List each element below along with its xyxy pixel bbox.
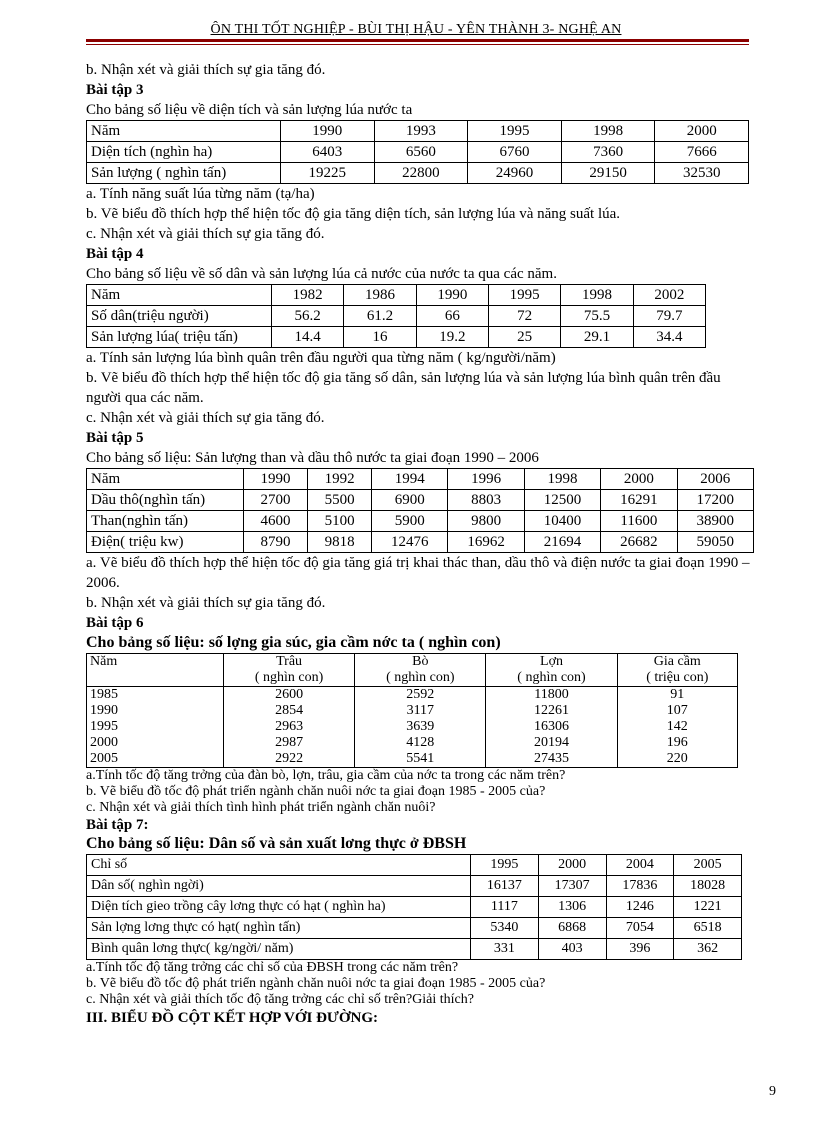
bt7-q-a: a.Tính tốc độ tăng trởng các chỉ số của ĐBSH trong các năm trên? xyxy=(86,960,459,975)
table-cell: 29150 xyxy=(561,163,655,184)
bt6-q-a: a.Tính tốc độ tăng trởng của đàn bò, lợn, trâu, gia cầm của nớc ta trong các năm trên? xyxy=(86,768,566,783)
table-cell: 7054 xyxy=(606,918,674,939)
header-label: Trâu xyxy=(276,654,303,669)
table-cell: 75.5 xyxy=(561,306,633,327)
table-cell: 1306 xyxy=(538,897,606,918)
page-content xyxy=(86,60,754,1028)
bt4-title: Bài tập 4 xyxy=(86,246,144,262)
page-header: ÔN THI TỐT NGHIỆP - BÙI THỊ HẬU - YÊN THÀNH 3- NGHỆ AN xyxy=(210,22,622,37)
table-cell: 59050 xyxy=(677,532,753,553)
table-cell: 6760 xyxy=(468,142,562,163)
bt6-q-c: c. Nhận xét và giải thích tình hình phát triển ngành chăn nuôi? xyxy=(86,800,436,815)
table-cell: 16137 xyxy=(471,876,539,897)
bt6-q-b: b. Vẽ biểu đồ tốc độ phát triển ngành chăn nuôi nớc ta giai đoạn 1985 - 2005 của? xyxy=(86,784,546,799)
table-row xyxy=(87,511,754,532)
table-cell: 6518 xyxy=(674,918,742,939)
header-label: Năm xyxy=(90,654,118,669)
header-rule-thin xyxy=(86,44,749,45)
table-row xyxy=(87,163,749,184)
table-cell: 2002 xyxy=(633,285,705,306)
table-cell: Diện tích (nghìn ha) xyxy=(87,142,281,163)
table-cell: 20194 xyxy=(486,735,617,751)
table-cell: 1990 xyxy=(416,285,488,306)
table-cell: Chỉ số xyxy=(87,855,471,876)
table-cell: Năm xyxy=(87,469,244,490)
table-cell: 66 xyxy=(416,306,488,327)
table-row xyxy=(87,306,706,327)
table-cell: 8803 xyxy=(448,490,524,511)
table-header-cell xyxy=(355,654,486,687)
table-cell: 9818 xyxy=(308,532,372,553)
table-row xyxy=(87,285,706,306)
table-cell: 17836 xyxy=(606,876,674,897)
table-cell: 1995 xyxy=(468,121,562,142)
table-cell: 1994 xyxy=(372,469,448,490)
table-cell: 3639 xyxy=(355,719,486,735)
bt3-desc: Cho bảng số liệu về diện tích và sản lượng lúa nước ta xyxy=(86,102,413,118)
table-cell: Sản lợng lơng thực có hạt( nghìn tấn) xyxy=(87,918,471,939)
bt4-q-a: a. Tính sản lượng lúa bình quân trên đầu người qua từng năm ( kg/người/năm) xyxy=(86,350,556,366)
table-cell: 6560 xyxy=(374,142,468,163)
table-cell: Sản lượng ( nghìn tấn) xyxy=(87,163,281,184)
table-cell: Dầu thô(nghìn tấn) xyxy=(87,490,244,511)
table-cell: 2854 xyxy=(224,703,355,719)
table-cell: Dân số( nghìn ngời) xyxy=(87,876,471,897)
table-cell: 1995 xyxy=(488,285,560,306)
table-cell: 1221 xyxy=(674,897,742,918)
bt6-table xyxy=(86,653,738,768)
table-row xyxy=(87,876,742,897)
table-cell: 22800 xyxy=(374,163,468,184)
table-cell: Năm xyxy=(87,121,281,142)
table-header-cell xyxy=(617,654,737,687)
table-row xyxy=(87,751,738,768)
table-cell: 24960 xyxy=(468,163,562,184)
table-cell: Bình quân lơng thực( kg/ngời/ năm) xyxy=(87,939,471,960)
table-cell: 2987 xyxy=(224,735,355,751)
table-cell: 1995 xyxy=(471,855,539,876)
bt5-title: Bài tập 5 xyxy=(86,430,144,446)
table-cell: Than(nghìn tấn) xyxy=(87,511,244,532)
bt7-q-c: c. Nhận xét và giải thích tốc độ tăng trởng các chỉ số trên?Giải thích? xyxy=(86,992,474,1007)
header-unit: ( nghìn con) xyxy=(254,670,324,685)
table-cell: 34.4 xyxy=(633,327,705,348)
table-cell: 1995 xyxy=(87,719,224,735)
table-cell: 1990 xyxy=(281,121,375,142)
table-cell: 1117 xyxy=(471,897,539,918)
table-cell: 1998 xyxy=(561,285,633,306)
table-cell: 5340 xyxy=(471,918,539,939)
table-cell: 10400 xyxy=(524,511,600,532)
table-cell: 6403 xyxy=(281,142,375,163)
bt7-q-b: b. Vẽ biểu đồ tốc độ phát triển ngành chăn nuôi nớc ta giai đoạn 1985 - 2005 của? xyxy=(86,976,546,991)
table-cell: 196 xyxy=(617,735,737,751)
table-cell: 362 xyxy=(674,939,742,960)
table-cell: 12476 xyxy=(372,532,448,553)
table-header-row xyxy=(87,654,738,687)
table-cell: 2006 xyxy=(677,469,753,490)
table-cell: 4600 xyxy=(244,511,308,532)
table-cell: 27435 xyxy=(486,751,617,768)
table-cell: 5500 xyxy=(308,490,372,511)
header-label: Lợn xyxy=(540,654,563,669)
bt7-table xyxy=(86,854,742,960)
table-cell: 19225 xyxy=(281,163,375,184)
table-cell: 1992 xyxy=(308,469,372,490)
table-cell: 11600 xyxy=(601,511,677,532)
table-cell: 5541 xyxy=(355,751,486,768)
table-cell: 61.2 xyxy=(344,306,416,327)
bt6-desc: Cho bảng số liệu: số lợng gia súc, gia cầm nớc ta ( nghìn con) xyxy=(86,634,501,651)
table-header-cell xyxy=(486,654,617,687)
table-cell: 1996 xyxy=(448,469,524,490)
bt3-title: Bài tập 3 xyxy=(86,82,144,98)
table-row xyxy=(87,687,738,704)
table-cell: 331 xyxy=(471,939,539,960)
table-cell: 1986 xyxy=(344,285,416,306)
table-cell: 21694 xyxy=(524,532,600,553)
table-row xyxy=(87,918,742,939)
table-header-cell xyxy=(87,654,224,687)
section-heading: III. BIỂU ĐỒ CỘT KẾT HỢP VỚI ĐƯỜNG: xyxy=(86,1010,379,1026)
bt7-title: Bài tập 7: xyxy=(86,817,149,833)
bt5-q-a: a. Vẽ biểu đồ thích hợp thể hiện tốc độ gia tăng giá trị khai thác than, dầu thô và điện nước ta giai đoạn 1990 – 2006. xyxy=(86,555,750,591)
table-cell: 1990 xyxy=(87,703,224,719)
table-cell: 3117 xyxy=(355,703,486,719)
table-row xyxy=(87,939,742,960)
table-cell: 25 xyxy=(488,327,560,348)
page-number: 9 xyxy=(769,1084,776,1099)
table-cell: 16306 xyxy=(486,719,617,735)
table-cell: 2000 xyxy=(538,855,606,876)
bt3-table xyxy=(86,120,749,184)
table-cell: 9800 xyxy=(448,511,524,532)
table-cell: 1982 xyxy=(272,285,344,306)
table-cell: 91 xyxy=(617,687,737,704)
table-row xyxy=(87,469,754,490)
table-cell: 8790 xyxy=(244,532,308,553)
table-row xyxy=(87,855,742,876)
bt5-q-b: b. Nhận xét và giải thích sự gia tăng đó. xyxy=(86,595,326,611)
table-cell: 32530 xyxy=(655,163,749,184)
table-row xyxy=(87,327,706,348)
table-cell: 1998 xyxy=(561,121,655,142)
table-cell: 396 xyxy=(606,939,674,960)
table-cell: 16962 xyxy=(448,532,524,553)
table-cell: 12500 xyxy=(524,490,600,511)
table-cell: 2000 xyxy=(601,469,677,490)
table-cell: 107 xyxy=(617,703,737,719)
table-cell: 2005 xyxy=(674,855,742,876)
bt6-title: Bài tập 6 xyxy=(86,615,144,631)
table-row xyxy=(87,735,738,751)
table-cell: 2600 xyxy=(224,687,355,704)
table-cell: 7666 xyxy=(655,142,749,163)
table-cell: 2000 xyxy=(87,735,224,751)
bt3-q-b: b. Vẽ biểu đồ thích hợp thể hiện tốc độ gia tăng diện tích, sản lượng lúa và năng suất lúa. xyxy=(86,206,621,222)
table-row xyxy=(87,490,754,511)
table-cell: 2592 xyxy=(355,687,486,704)
table-cell: Năm xyxy=(87,285,272,306)
table-cell: 2005 xyxy=(87,751,224,768)
bt3-q-c: c. Nhận xét và giải thích sự gia tăng đó. xyxy=(86,226,325,242)
table-cell: 7360 xyxy=(561,142,655,163)
table-cell: 6900 xyxy=(372,490,448,511)
table-cell: 16291 xyxy=(601,490,677,511)
bt5-table xyxy=(86,468,754,553)
header-unit: ( triệu con) xyxy=(646,670,709,685)
table-cell: 72 xyxy=(488,306,560,327)
table-cell: 17200 xyxy=(677,490,753,511)
header-unit: ( nghìn con) xyxy=(517,670,586,685)
table-cell: Điện( triệu kw) xyxy=(87,532,244,553)
table-cell: 4128 xyxy=(355,735,486,751)
table-row xyxy=(87,703,738,719)
table-cell: 56.2 xyxy=(272,306,344,327)
table-cell: 142 xyxy=(617,719,737,735)
table-cell: 5100 xyxy=(308,511,372,532)
table-cell: 403 xyxy=(538,939,606,960)
table-cell: 2963 xyxy=(224,719,355,735)
table-cell: 17307 xyxy=(538,876,606,897)
header-rule-thick xyxy=(86,39,749,42)
header-label: Bò xyxy=(412,654,429,669)
table-cell: 12261 xyxy=(486,703,617,719)
table-cell: Số dân(triệu người) xyxy=(87,306,272,327)
bt4-q-c: c. Nhận xét và giải thích sự gia tăng đó. xyxy=(86,410,325,426)
table-cell: 16 xyxy=(344,327,416,348)
table-row xyxy=(87,719,738,735)
table-cell: 19.2 xyxy=(416,327,488,348)
header-label: Gia cầm xyxy=(653,654,701,669)
table-cell: 6868 xyxy=(538,918,606,939)
bt4-desc: Cho bảng số liệu về số dân và sản lượng lúa cả nước của nước ta qua các năm. xyxy=(86,266,557,282)
table-row xyxy=(87,142,749,163)
table-cell: 1246 xyxy=(606,897,674,918)
table-cell: 2004 xyxy=(606,855,674,876)
bt4-table xyxy=(86,284,706,348)
table-cell: 1985 xyxy=(87,687,224,704)
bt3-q-a: a. Tính năng suất lúa từng năm (tạ/ha) xyxy=(86,186,315,202)
table-header-cell xyxy=(224,654,355,687)
table-cell: 29.1 xyxy=(561,327,633,348)
table-cell: 5900 xyxy=(372,511,448,532)
table-cell: 2000 xyxy=(655,121,749,142)
table-row xyxy=(87,532,754,553)
table-cell: 38900 xyxy=(677,511,753,532)
table-cell: 1990 xyxy=(244,469,308,490)
header-unit: ( nghìn con) xyxy=(386,670,455,685)
intro-line: b. Nhận xét và giải thích sự gia tăng đó. xyxy=(86,62,326,78)
table-cell: 1998 xyxy=(524,469,600,490)
table-cell: Diện tích gieo trồng cây lơng thực có hạt ( nghìn ha) xyxy=(87,897,471,918)
table-row xyxy=(87,121,749,142)
bt7-desc: Cho bảng số liệu: Dân số và sản xuất lơng thực ở ĐBSH xyxy=(86,835,467,852)
table-cell: 2922 xyxy=(224,751,355,768)
table-cell: 11800 xyxy=(486,687,617,704)
bt5-desc: Cho bảng số liệu: Sản lượng than và dầu thô nước ta giai đoạn 1990 – 2006 xyxy=(86,450,539,466)
table-cell: 79.7 xyxy=(633,306,705,327)
table-cell: 18028 xyxy=(674,876,742,897)
table-cell: Sản lượng lúa( triệu tấn) xyxy=(87,327,272,348)
table-cell: 26682 xyxy=(601,532,677,553)
table-cell: 2700 xyxy=(244,490,308,511)
table-cell: 14.4 xyxy=(272,327,344,348)
bt4-q-b: b. Vẽ biểu đồ thích hợp thể hiện tốc độ gia tăng số dân, sản lượng lúa và sản lượng lúa bình quân trên đầu người qua các năm. xyxy=(86,370,721,406)
table-cell: 1993 xyxy=(374,121,468,142)
table-cell: 220 xyxy=(617,751,737,768)
table-row xyxy=(87,897,742,918)
